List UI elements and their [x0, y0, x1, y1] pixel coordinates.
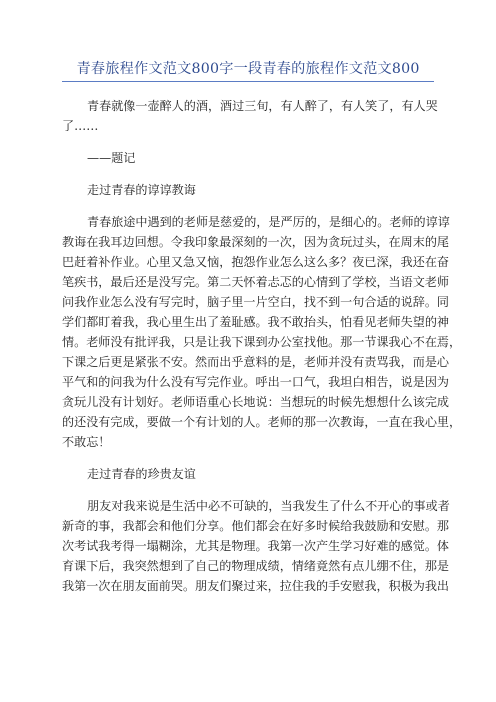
- paragraph-line: 巴赶着补作业。心里又急又恼，抱怨作业怎么这么多？夜已深，我还在奋: [62, 255, 450, 269]
- paragraph-line: 朋友对我来说是生活中必不可缺的，当我发生了什么不开心的事或者: [87, 499, 450, 513]
- epigraph: ——题记: [87, 151, 136, 165]
- paragraph-line: 教诲在我耳边回想。令我印象最深刻的一次，因为贪玩过头，在周末的尾: [62, 235, 450, 249]
- section-heading: 走过青春的珍贵友谊: [87, 467, 196, 481]
- paragraph-line: 平气和的问我为什么没有写完作业。呼出一口气，我坦白相告，说是因为: [62, 375, 450, 389]
- section-heading: 走过青春的谆谆教诲: [87, 183, 196, 197]
- document-title: 青春旅程作文范文800字一段青春的旅程作文范文800: [76, 61, 420, 77]
- intro-line: 了……: [62, 119, 99, 133]
- title-underline: [62, 81, 434, 82]
- paragraph-line: 次考试我考得一塌糊涂，尤其是物理。我第一次产生学习好难的感觉。体: [62, 539, 450, 553]
- paragraph-line: 问我作业怎么没有写完时，脑子里一片空白，找不到一句合适的说辞。同: [62, 295, 450, 309]
- paragraph-line: 青春旅途中遇到的老师是慈爱的，是严厉的，是细心的。老师的谆谆: [87, 215, 450, 229]
- paragraph-line: 笔疾书，最后还是没写完。第二天怀着忐忑的心情到了学校，当语文老师: [62, 275, 450, 289]
- paragraph-line: 下课之后更是紧张不安。然而出乎意料的是，老师并没有责骂我，而是心: [62, 355, 450, 369]
- paragraph-line: 新奇的事，我都会和他们分享。他们都会在好多时候给我鼓励和安慰。那: [62, 519, 450, 533]
- intro-line: 青春就像一壶醉人的酒，酒过三旬，有人醉了，有人笑了，有人哭: [87, 99, 438, 113]
- paragraph-line: 不敢忘！: [62, 435, 111, 449]
- paragraph-line: 情。老师没有批评我，只是让我下课到办公室找他。那一节课我心不在焉，: [62, 335, 462, 349]
- paragraph-line: 育课下后，我突然想到了自己的物理成绩，情绪竟然有点儿绷不住，那是: [62, 559, 450, 573]
- paragraph-line: 我第一次在朋友面前哭。朋友们聚过来，拉住我的手安慰我，积极为我出: [62, 579, 450, 593]
- paragraph-line: 的还没有完成，要做一个有计划的人。老师的那一次教诲，一直在我心里，: [62, 415, 462, 429]
- paragraph-line: 贪玩儿没有计划好。老师语重心长地说：当想玩的时候先想想什么该完成: [62, 395, 450, 409]
- paragraph-line: 学们都盯着我，我心里生出了羞耻感。我不敢抬头，怕看见老师失望的神: [62, 315, 450, 329]
